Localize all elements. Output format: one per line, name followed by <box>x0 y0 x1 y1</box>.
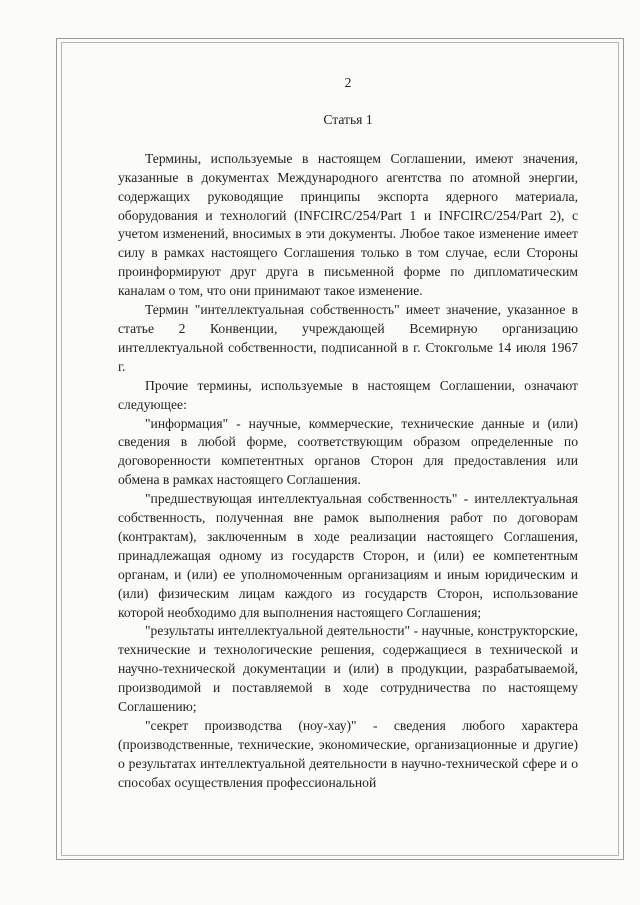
definition-information: "информация" - научные, коммерческие, технические данные и (или) сведения в любой форме, соответствующим образом определенные по договоренности компетентных органов Сторон для предоставления или обмена в рамках настоящего Соглашения. <box>118 415 578 488</box>
paragraph-terms-definitions: Термины, используемые в настоящем Соглашении, имеют значения, указанные в документах Международного агентства по атомной энергии, содержащих руководящие принципы экспорта ядерного материала, оборудования и технологий (INFCIRC/254/Part 1 и INFCIRC/254/Part 2), с учетом изменений, вносимых в эти документы. Любое такое изменение имеет силу в рамках настоящего Соглашения только в том случае, если Стороны проинформируют друг друга в письменной форме по дипломатическим каналам о том, что они принимают такое изменение. <box>118 150 578 299</box>
definition-intellectual-activity-results: "результаты интеллектуальной деятельности" - научные, конструкторские, технические и технологические решения, содержащиеся в технической и научно-технической документации и (или) в продукции, разрабатываемой, производимой и поставляемой в ходе сотрудничества по настоящему Соглашению; <box>118 623 578 715</box>
paragraph-other-terms: Прочие термины, используемые в настоящем Соглашении, означают следующее: <box>118 377 578 412</box>
definition-prior-intellectual-property: "предшествующая интеллектуальная собственность" - интеллектуальная собственность, полученная вне рамок выполнения работ по договорам (контрактам), заключенным в ходе реализации настоящего Соглашения, принадлежащая одному из государств Сторон, и (или) ее компетентным органам, и (или) ее уполномоченным организациям и иным юридическим и (или) физическим лицам каждого из государств Сторон, использование которой необходимо для выполнения настоящего Соглашения; <box>118 491 578 620</box>
definition-know-how: "секрет производства (ноу-хау)" - сведения любого характера (производственные, технические, экономические, организационные и другие) о результатах интеллектуальной деятельности в научно-технической сфере и о способах осуществления профессиональной <box>118 718 578 790</box>
paragraph-intellectual-property-term: Термин "интеллектуальная собственность" имеет значение, указанное в статье 2 Конвенции, учреждающей Всемирную организацию интеллектуальной собственности, подписанной в г. Стокгольме 14 июля 1967 г. <box>118 302 578 374</box>
article-title: Статья 1 <box>323 111 373 127</box>
document-body <box>118 74 578 793</box>
page-number: 2 <box>344 75 352 90</box>
